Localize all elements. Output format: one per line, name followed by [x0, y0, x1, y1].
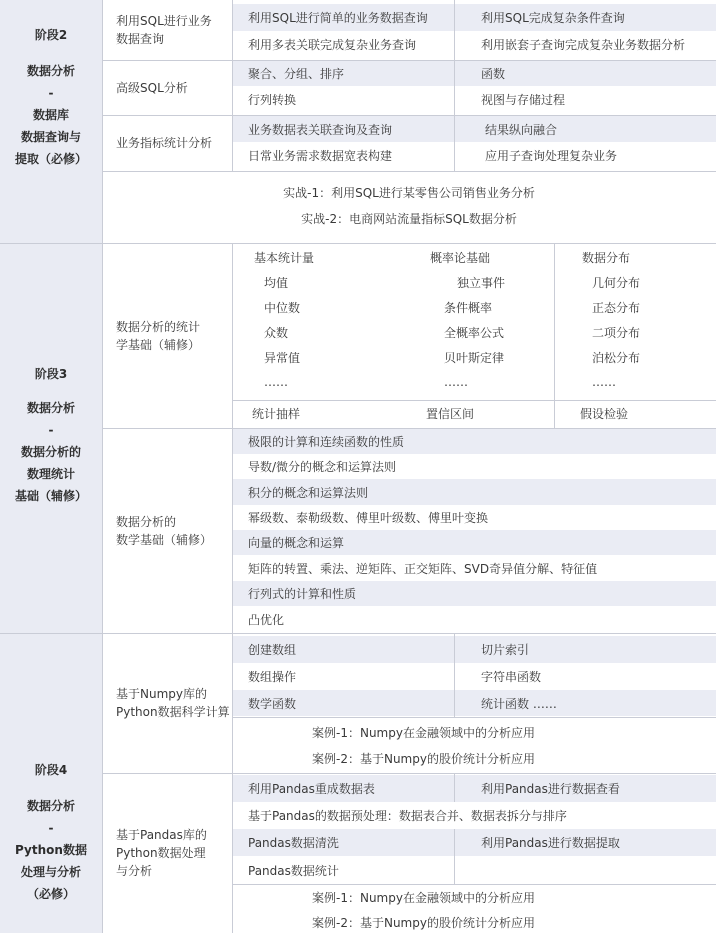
pandas-topic: Pandas数据统计 [232, 856, 454, 884]
module-pandas-line3: 与分析 [116, 864, 153, 878]
numpy-topic: 创建数组 [232, 636, 454, 663]
stage4-name-line1: Python数据 [15, 843, 87, 857]
divider [0, 243, 716, 244]
stat-item: 泊松分布 [592, 351, 641, 365]
module-stat-basics-line1: 数据分析的统计 [116, 319, 201, 334]
stat-col3-header: 数据分布 [582, 251, 631, 265]
divider [232, 400, 716, 401]
stat-item: …… [592, 375, 616, 389]
stat-item: 全概率公式 [444, 326, 505, 340]
stat-item: 条件概率 [444, 301, 493, 315]
math-row: 凸优化 [232, 606, 716, 633]
stat-col2-header: 概率论基础 [430, 251, 491, 265]
stage4-name-line3: （必修） [26, 887, 75, 901]
divider [232, 633, 233, 933]
module-advanced-sql [102, 60, 232, 115]
stat-item: 贝叶斯定律 [444, 351, 505, 365]
pandas-case-2: 案例-2：基于Numpy的股价统计分析应用 [312, 916, 535, 930]
module-math-basics-line2: 数学基础（辅修） [116, 532, 213, 547]
topic-cell: 利用SQL进行简单的业务数据查询 [232, 4, 454, 31]
math-row: 行列式的计算和性质 [232, 581, 716, 606]
divider [102, 60, 716, 61]
module-stat-basics-line2: 学基础（辅修） [116, 337, 201, 352]
math-row: 导数/微分的概念和运算法则 [232, 454, 716, 479]
divider [454, 633, 455, 717]
stat-item: 独立事件 [457, 276, 506, 290]
stat-item: 二项分布 [592, 326, 641, 340]
stage2-label [0, 0, 102, 243]
pandas-topic: 利用Pandas进行数据查看 [455, 775, 716, 802]
module-sql-query-line1: 利用SQL进行业务 [116, 14, 212, 28]
stage3-label [0, 243, 102, 633]
stat-item: …… [444, 375, 468, 389]
stat-item: 异常值 [264, 351, 301, 365]
module-sql-query [102, 0, 232, 60]
numpy-case-1: 案例-1：Numpy在金融领域中的分析应用 [312, 726, 535, 740]
stage2-title: 阶段2 [34, 28, 68, 42]
divider [102, 428, 716, 429]
divider [232, 884, 716, 885]
stage2-projects [102, 172, 716, 240]
pandas-topic: 利用Pandas进行数据提取 [455, 829, 716, 856]
module-advanced-sql-label: 高级SQL分析 [116, 80, 188, 95]
pandas-topic: 利用Pandas重成数据表 [232, 775, 454, 802]
stage4-title: 阶段4 [34, 763, 68, 777]
topic-cell: 日常业务需求数据宽表构建 [232, 142, 454, 169]
topic-cell: 业务数据表关联查询及查询 [232, 116, 454, 142]
topic-cell: 函数 [455, 60, 716, 86]
pandas-topic: 基于Pandas的数据预处理：数据表合并、数据表拆分与排序 [232, 802, 716, 829]
pandas-case-1: 案例-1：Numpy在金融领域中的分析应用 [312, 891, 535, 905]
math-row: 极限的计算和连续函数的性质 [232, 429, 716, 454]
divider [554, 243, 555, 428]
divider [232, 0, 233, 172]
stage3-name-line2: 数理统计 [26, 467, 75, 481]
stat-col1-header: 基本统计量 [254, 251, 315, 265]
divider [232, 243, 233, 633]
topic-cell: 行列转换 [232, 86, 454, 113]
numpy-topic: 数学函数 [232, 690, 454, 716]
stage2-name-line1: 数据库 [32, 108, 69, 122]
numpy-cases [232, 718, 716, 772]
numpy-case-2: 案例-2：基于Numpy的股价统计分析应用 [312, 752, 535, 766]
stat-bottom-cell: 假设检验 [554, 401, 716, 426]
stage2-subject: 数据分析 [26, 64, 75, 78]
topic-cell: 结果纵向融合 [455, 116, 716, 142]
divider [102, 773, 716, 774]
topic-cell: 利用SQL完成复杂条件查询 [455, 4, 716, 31]
module-sql-query-line2: 数据查询 [116, 32, 165, 46]
math-row: 幂级数、泰勒级数、傅里叶级数、傅里叶变换 [232, 505, 716, 530]
stage2-name-line2: 数据查询与 [20, 130, 81, 144]
divider [232, 717, 716, 718]
module-pandas-line2: Python数据处理 [116, 846, 206, 860]
stage4-name-line2: 处理与分析 [20, 865, 81, 879]
stage4-subject: 数据分析 [26, 799, 75, 813]
module-numpy [102, 633, 232, 773]
topic-cell: 聚合、分组、排序 [232, 60, 454, 86]
divider [102, 0, 103, 933]
topic-cell: 利用嵌套子查询完成复杂业务数据分析 [455, 31, 716, 58]
module-metrics-label: 业务指标统计分析 [116, 135, 213, 150]
stage3-name-line1: 数据分析的 [20, 445, 81, 459]
module-numpy-line2: Python数据科学计算 [116, 705, 230, 719]
numpy-topic: 统计函数 …… [455, 690, 716, 716]
project-2: 实战-2：电商网站流量指标SQL数据分析 [301, 212, 517, 226]
stat-item: 中位数 [264, 301, 301, 315]
module-math-basics [102, 428, 232, 633]
divider [0, 633, 716, 634]
stage4-label [0, 633, 102, 933]
stage3-dash: - [48, 423, 54, 437]
stage2-name-line3: 提取（必修） [14, 152, 87, 166]
stat-item: 正态分布 [592, 301, 641, 315]
divider [454, 0, 455, 172]
stage4-dash: - [48, 821, 54, 835]
math-row: 向量的概念和运算 [232, 530, 716, 555]
stage3-name-line3: 基础（辅修） [14, 489, 87, 503]
numpy-topic: 切片索引 [455, 636, 716, 663]
numpy-topic: 字符串函数 [455, 663, 716, 690]
stage3-subject: 数据分析 [26, 401, 75, 415]
stat-columns [232, 243, 716, 400]
math-row: 积分的概念和运算法则 [232, 479, 716, 505]
topic-cell: 视图与存储过程 [455, 86, 716, 113]
topic-cell: 应用子查询处理复杂业务 [455, 142, 716, 169]
divider [454, 773, 455, 802]
stat-item: …… [264, 375, 288, 389]
pandas-cases [232, 884, 716, 933]
topic-cell: 利用多表关联完成复杂业务查询 [232, 31, 454, 58]
divider [102, 171, 716, 172]
module-stat-basics [102, 243, 232, 428]
project-1: 实战-1：利用SQL进行某零售公司销售业务分析 [283, 186, 535, 200]
stat-item: 众数 [264, 326, 289, 340]
numpy-topic: 数组操作 [232, 663, 454, 690]
stat-item: 均值 [264, 276, 289, 290]
math-row: 矩阵的转置、乘法、逆矩阵、正交矩阵、SVD奇异值分解、特征值 [232, 555, 716, 581]
stage2-dash: - [48, 86, 54, 100]
divider [454, 829, 455, 884]
stage3-title: 阶段3 [34, 367, 68, 381]
module-pandas [102, 773, 232, 933]
module-math-basics-line1: 数据分析的 [116, 514, 177, 529]
stat-bottom-cell: 置信区间 [398, 401, 554, 426]
module-pandas-line1: 基于Pandas库的 [116, 828, 207, 842]
stat-item: 几何分布 [592, 276, 641, 290]
pandas-topic: Pandas数据清洗 [232, 829, 454, 856]
divider [102, 115, 716, 116]
module-metrics [102, 115, 232, 170]
stat-bottom-cell: 统计抽样 [232, 401, 398, 426]
module-numpy-line1: 基于Numpy库的 [116, 687, 207, 701]
